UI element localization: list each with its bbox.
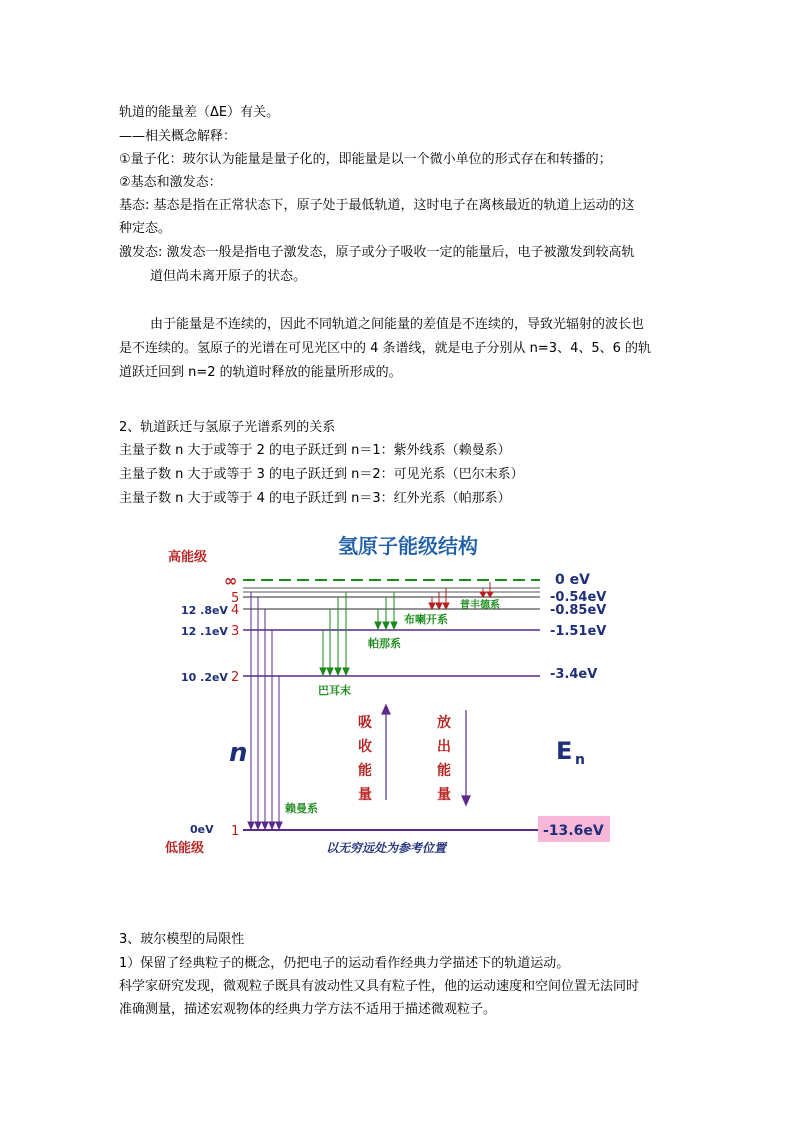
level-left-1: 0eV [190, 823, 214, 836]
level-n-1: 1 [231, 824, 240, 839]
section-heading: 3、玻尔模型的局限性 [119, 932, 245, 947]
level-n-5: 5 [231, 591, 240, 606]
level-energy-3: -1.51eV [550, 624, 607, 639]
paragraph-line: 是不连续的。氢原子的光谱在可见光区中的 4 条谱线，就是电子分别从 n=3、4、5、6 的轨 [119, 341, 652, 356]
text-line: 种定态。 [119, 221, 172, 236]
level-n-3: 3 [231, 624, 240, 639]
text-line: 主量子数 n 大于或等于 3 的电子跃迁到 n＝2：可见光系（巴尔末系） [119, 467, 524, 482]
svg-text:能: 能 [358, 763, 372, 779]
absorb-energy-label [358, 715, 372, 803]
text-line: 轨道的能量差（ΔE）有关。 [119, 105, 280, 120]
infinity-symbol: ∞ [224, 571, 238, 590]
n-axis-symbol: n [229, 738, 248, 768]
lyman-series-label: 赖曼系 [285, 802, 318, 815]
pfund-arrows [480, 582, 493, 597]
level-energy-2: -3.4eV [550, 667, 598, 682]
svg-text:量: 量 [358, 787, 372, 803]
zero-energy-label: 0 eV [555, 572, 590, 588]
svg-text:放: 放 [437, 715, 451, 731]
level-energy-4: -0.85eV [550, 603, 607, 618]
energy-axis-symbol: E [556, 737, 573, 765]
balmer-arrows [320, 592, 349, 675]
paragraph-line: 道跃迁回到 n=2 的轨道时释放的能量所形成的。 [119, 365, 402, 380]
high-level-label: 高能级 [168, 550, 208, 565]
text-line: 准确测量，描述宏观物体的经典力学方法不适用于描述微观粒子。 [119, 1002, 497, 1017]
svg-text:出: 出 [437, 739, 451, 755]
svg-text:能: 能 [437, 763, 451, 779]
paschen-series-label: 帕那系 [368, 637, 401, 650]
svg-text:收: 收 [358, 739, 372, 755]
brackett-arrows [429, 588, 449, 609]
text-line: 激发态: 激发态一般是指电子激发态，原子或分子吸收一定的能量后，电子被激发到较高轨 [119, 245, 635, 260]
level-left-4: 12 .8eV [181, 604, 228, 617]
hydrogen-energy-level-diagram [0, 520, 794, 870]
text-line: ——相关概念解释： [119, 129, 237, 144]
balmer-series-label: 巴耳末 [318, 684, 351, 697]
text-line: 基态: 基态是指在正常状态下，原子处于最低轨道，这时电子在离核最近的轨道上运动的这 [119, 198, 635, 213]
svg-text:量: 量 [437, 787, 451, 803]
text-line: ①量子化：玻尔认为能量是量子化的，即能量是以一个微小单位的形式存在和转播的； [119, 152, 612, 167]
section-heading: 2、轨道跃迁与氢原子光谱系列的关系 [119, 420, 336, 435]
text-line: ②基态和激发态： [119, 175, 222, 190]
text-line: 1）保留了经典粒子的概念，仍把电子的运动看作经典力学描述下的轨道运动。 [119, 956, 570, 971]
level-n-4: 4 [231, 603, 240, 618]
level-left-2: 10 .2eV [181, 671, 228, 684]
absorb-arrow [382, 705, 390, 800]
reference-note: 以无穷远处为参考位置 [326, 841, 447, 855]
text-line: 道但尚未离开原子的状态。 [150, 269, 307, 284]
lyman-arrows [248, 592, 282, 829]
level-left-3: 12 .1eV [181, 625, 228, 638]
low-level-label: 低能级 [165, 841, 205, 856]
text-line: 科学家研究发现，微观粒子既具有波动性又具有粒子性，他的运动速度和空间位置无法同时 [119, 979, 640, 994]
level-energy-5: -0.54eV [550, 590, 607, 605]
pfund-series-label: 普丰德系 [460, 600, 500, 611]
level-energy-1: -13.6eV [543, 823, 604, 839]
energy-axis-subscript: n [575, 752, 585, 768]
text-line: 主量子数 n 大于或等于 4 的电子跃迁到 n＝3：红外光系（帕那系） [119, 491, 511, 506]
level-n-2: 2 [231, 670, 240, 685]
diagram-title: 氢原子能级结构 [338, 534, 478, 558]
paragraph-line: 由于能量是不连续的，因此不同轨道之间能量的差值是不连续的，导致光辐射的波长也 [150, 317, 645, 332]
svg-text:吸: 吸 [358, 715, 372, 731]
brackett-series-label: 布喇开系 [404, 613, 448, 626]
emit-arrow [462, 710, 470, 805]
text-line: 主量子数 n 大于或等于 2 的电子跃迁到 n＝1：紫外线系（赖曼系） [119, 443, 511, 458]
emit-energy-label [437, 714, 451, 803]
